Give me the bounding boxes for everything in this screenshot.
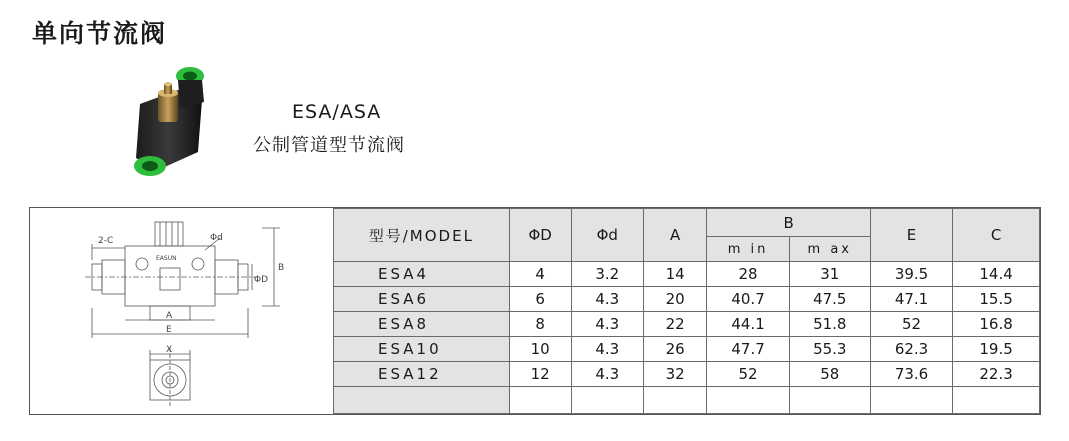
label-phi-d-small: Φd	[210, 233, 223, 243]
table-row	[334, 362, 1040, 387]
cell-a: 32	[643, 362, 707, 387]
cell-phi-d-small: 4.3	[571, 287, 643, 312]
cell-blank	[789, 387, 870, 414]
cell-blank	[643, 387, 707, 414]
cell-b-min: 52	[707, 362, 789, 387]
cell-blank	[509, 387, 571, 414]
header-phi-d-large: ΦD	[509, 209, 571, 262]
label-b: B	[278, 263, 285, 273]
cell-b-max: 58	[789, 362, 870, 387]
table-row	[334, 312, 1040, 337]
technical-drawing	[30, 208, 334, 414]
cell-a: 20	[643, 287, 707, 312]
label-two-c: 2-C	[98, 236, 114, 246]
table-row	[334, 287, 1040, 312]
label-x: X	[166, 345, 173, 355]
table-row	[334, 262, 1040, 287]
header-b-max: m ax	[789, 237, 870, 262]
cell-b-max: 51.8	[789, 312, 870, 337]
product-photo	[118, 62, 230, 182]
cell-phi-d-large: 10	[509, 337, 571, 362]
cell-blank	[707, 387, 789, 414]
cell-c: 19.5	[953, 337, 1040, 362]
header-model: 型号/MODEL	[334, 209, 510, 262]
header-a: A	[643, 209, 707, 262]
cell-b-max: 55.3	[789, 337, 870, 362]
table-row-blank	[334, 387, 1040, 414]
cell-blank	[953, 387, 1040, 414]
header-c: C	[953, 209, 1040, 262]
cell-b-min: 44.1	[707, 312, 789, 337]
cell-model: ESA4	[334, 262, 510, 287]
cell-e: 39.5	[870, 262, 952, 287]
cell-b-min: 47.7	[707, 337, 789, 362]
cell-model: ESA8	[334, 312, 510, 337]
cell-a: 22	[643, 312, 707, 337]
cell-e: 62.3	[870, 337, 952, 362]
product-model-code: ESA/ASA	[292, 101, 382, 123]
cell-e: 52	[870, 312, 952, 337]
cell-b-min: 40.7	[707, 287, 789, 312]
cell-e: 73.6	[870, 362, 952, 387]
spec-frame	[29, 207, 1041, 415]
cell-c: 15.5	[953, 287, 1040, 312]
label-e: E	[166, 325, 172, 335]
cell-model: ESA6	[334, 287, 510, 312]
cell-phi-d-large: 8	[509, 312, 571, 337]
header-b: B	[707, 209, 870, 237]
header-phi-d-small: Φd	[571, 209, 643, 262]
cell-a: 14	[643, 262, 707, 287]
cell-b-min: 28	[707, 262, 789, 287]
technical-drawing-svg	[30, 208, 333, 414]
cell-phi-d-small: 4.3	[571, 362, 643, 387]
cell-e: 47.1	[870, 287, 952, 312]
label-a: A	[166, 311, 173, 321]
cell-c: 16.8	[953, 312, 1040, 337]
cell-phi-d-small: 4.3	[571, 312, 643, 337]
cell-a: 26	[643, 337, 707, 362]
cell-blank	[571, 387, 643, 414]
cell-c: 22.3	[953, 362, 1040, 387]
product-description: 公制管道型节流阀	[253, 135, 405, 156]
header-b-min: m in	[707, 237, 789, 262]
cell-model: ESA10	[334, 337, 510, 362]
cell-model: ESA12	[334, 362, 510, 387]
cell-phi-d-small: 4.3	[571, 337, 643, 362]
header-e: E	[870, 209, 952, 262]
table-row	[334, 337, 1040, 362]
brand-mark: EASUN	[156, 255, 177, 262]
cell-phi-d-small: 3.2	[571, 262, 643, 287]
page-title: 单向节流阀	[32, 19, 168, 48]
spec-table	[333, 208, 1040, 414]
cell-phi-d-large: 4	[509, 262, 571, 287]
cell-blank	[870, 387, 952, 414]
cell-blank	[334, 387, 510, 414]
cell-phi-d-large: 12	[509, 362, 571, 387]
label-phi-d-large: ΦD	[254, 275, 269, 285]
cell-phi-d-large: 6	[509, 287, 571, 312]
cell-b-max: 47.5	[789, 287, 870, 312]
cell-c: 14.4	[953, 262, 1040, 287]
cell-b-max: 31	[789, 262, 870, 287]
